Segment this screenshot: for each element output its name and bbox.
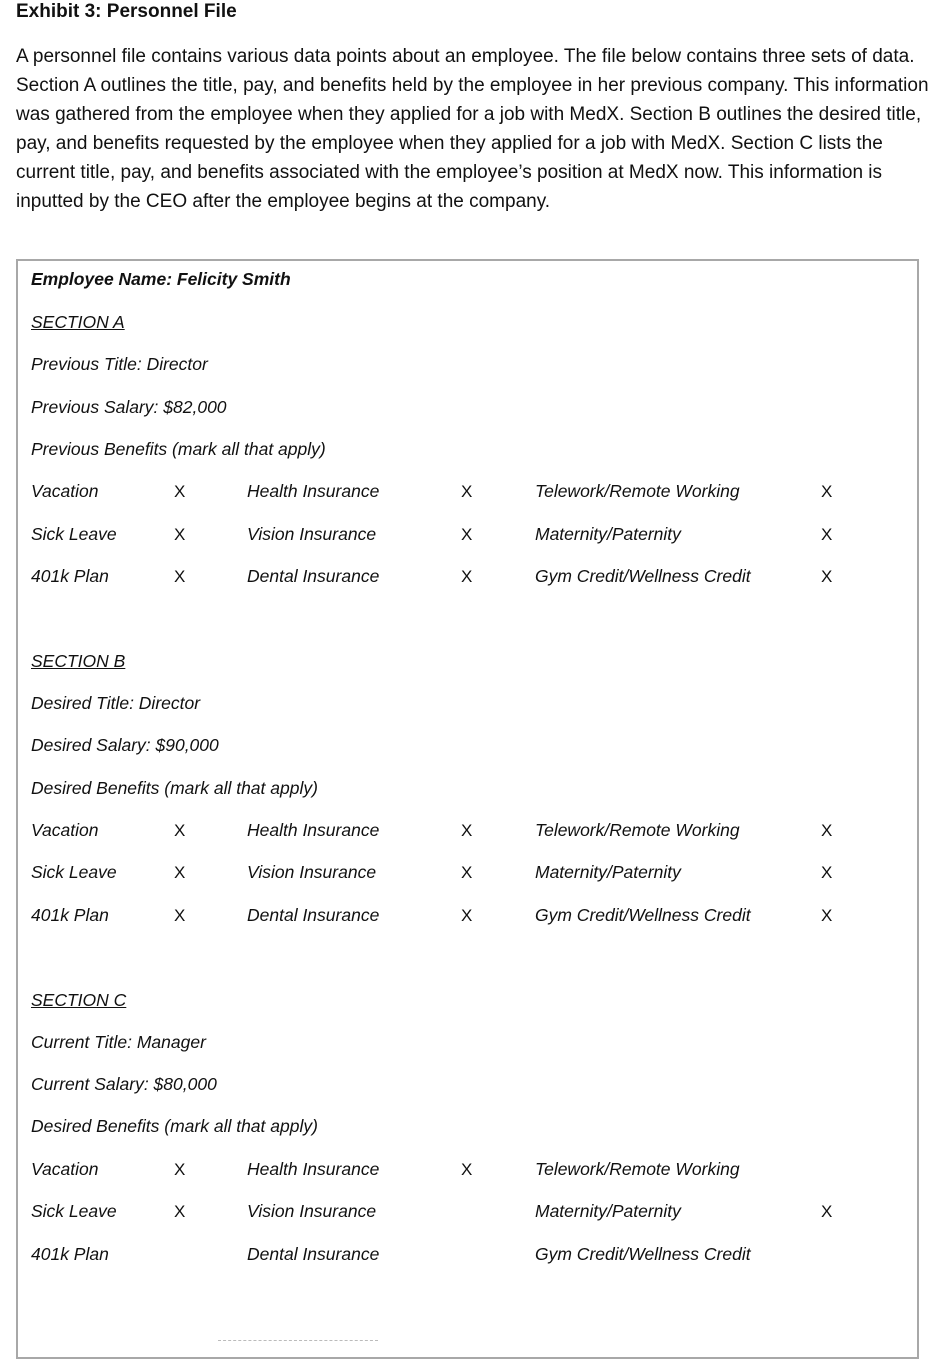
benefit-mark: X xyxy=(821,525,833,544)
benefit-mark: X xyxy=(174,1202,186,1221)
benefit-label: Dental Insurance xyxy=(247,1244,380,1264)
benefit-label: Vacation xyxy=(31,820,99,840)
exhibit-title: Exhibit 3: Personnel File xyxy=(16,1,237,22)
benefit-label: Maternity/Paternity xyxy=(535,524,681,544)
section-c-heading: SECTION C xyxy=(31,990,127,1010)
benefit-mark: X xyxy=(461,1160,473,1179)
benefit-mark: X xyxy=(821,482,833,501)
benefit-mark: X xyxy=(461,525,473,544)
benefit-label: 401k Plan xyxy=(31,1244,109,1264)
benefit-label: 401k Plan xyxy=(31,905,109,925)
section-b-salary: Desired Salary: $90,000 xyxy=(31,735,219,755)
benefit-mark: X xyxy=(461,821,473,840)
benefit-mark: X xyxy=(461,482,473,501)
employee-name: Employee Name: Felicity Smith xyxy=(31,269,291,289)
intro-paragraph: A personnel file contains various data points about an employee. The file below contains three sets of data. Section A outlines the title, pay, and benefits held by the employee in her previous company. This information was gathered from the employee when they applied for a job with MedX. Section B outlines the desired title, pay, and benefits requested by the employee when they applied for a job with MedX. Section C lists the current title, pay, and benefits associated with the employee’s position at MedX now. This information is inputted by the CEO after the employee begins at the company. xyxy=(16,46,929,212)
section-b-benefits-label: Desired Benefits (mark all that apply) xyxy=(31,778,318,798)
benefit-mark: X xyxy=(174,482,186,501)
benefit-label: Vision Insurance xyxy=(247,862,377,882)
benefit-mark: X xyxy=(461,567,473,586)
section-c-salary: Current Salary: $80,000 xyxy=(31,1074,217,1094)
benefit-label: Sick Leave xyxy=(31,862,117,882)
benefit-label: Health Insurance xyxy=(247,1159,380,1179)
benefit-label: Maternity/Paternity xyxy=(535,862,681,882)
section-c-title: Current Title: Manager xyxy=(31,1032,206,1052)
benefit-label: Gym Credit/Wellness Credit xyxy=(535,1244,751,1264)
section-a-heading: SECTION A xyxy=(31,312,125,332)
benefit-mark: X xyxy=(174,906,186,925)
section-b-title: Desired Title: Director xyxy=(31,693,201,713)
section-a-salary: Previous Salary: $82,000 xyxy=(31,397,227,417)
benefit-label: Telework/Remote Working xyxy=(535,1159,740,1179)
benefit-label: Vision Insurance xyxy=(247,1201,377,1221)
benefit-label: Gym Credit/Wellness Credit xyxy=(535,566,751,586)
section-a-title: Previous Title: Director xyxy=(31,354,208,374)
benefit-mark: X xyxy=(461,863,473,882)
benefit-label: Sick Leave xyxy=(31,524,117,544)
benefit-mark: X xyxy=(821,821,833,840)
benefit-mark: X xyxy=(174,863,186,882)
benefit-label: Dental Insurance xyxy=(247,566,380,586)
section-c-benefits-label: Desired Benefits (mark all that apply) xyxy=(31,1116,318,1136)
benefit-mark: X xyxy=(821,863,833,882)
section-b-heading: SECTION B xyxy=(31,651,126,671)
benefit-label: Vacation xyxy=(31,481,99,501)
benefit-label: Health Insurance xyxy=(247,481,380,501)
benefit-label: Gym Credit/Wellness Credit xyxy=(535,905,751,925)
benefit-mark: X xyxy=(461,906,473,925)
page-cut-artifact xyxy=(218,1340,378,1344)
benefit-mark: X xyxy=(174,567,186,586)
benefit-mark: X xyxy=(821,567,833,586)
section-a-benefits-label: Previous Benefits (mark all that apply) xyxy=(31,439,326,459)
benefit-mark: X xyxy=(821,1202,833,1221)
benefit-mark: X xyxy=(821,906,833,925)
benefit-label: Dental Insurance xyxy=(247,905,380,925)
benefit-label: Health Insurance xyxy=(247,820,380,840)
benefit-label: Sick Leave xyxy=(31,1201,117,1221)
benefit-label: Vision Insurance xyxy=(247,524,377,544)
benefit-label: Maternity/Paternity xyxy=(535,1201,681,1221)
benefit-mark: X xyxy=(174,1160,186,1179)
benefit-label: Telework/Remote Working xyxy=(535,481,740,501)
benefit-mark: X xyxy=(174,821,186,840)
benefit-mark: X xyxy=(174,525,186,544)
benefit-label: Telework/Remote Working xyxy=(535,820,740,840)
personnel-file-box xyxy=(16,259,919,1359)
benefit-label: 401k Plan xyxy=(31,566,109,586)
benefit-label: Vacation xyxy=(31,1159,99,1179)
